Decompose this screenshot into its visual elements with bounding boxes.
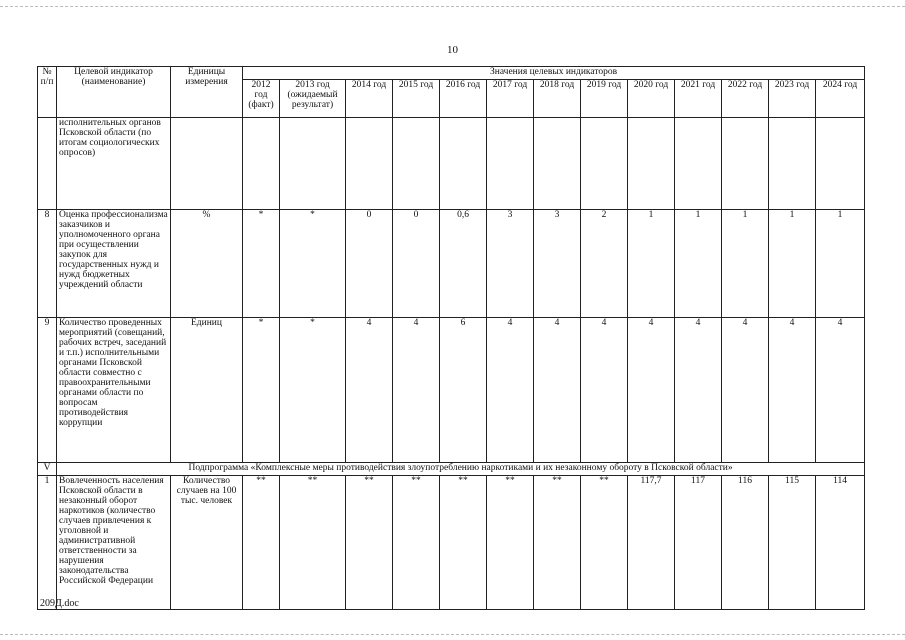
row-value	[581, 117, 628, 209]
row-value: 0,6	[440, 209, 487, 317]
row-value: 6	[440, 317, 487, 462]
row-value: 4	[581, 317, 628, 462]
row-value: **	[243, 475, 280, 609]
row-value: **	[534, 475, 581, 609]
row-value: 4	[675, 317, 722, 462]
row-value: **	[581, 475, 628, 609]
row-value: *	[280, 209, 346, 317]
table-row-section	[38, 462, 865, 475]
page-number: 10	[447, 44, 458, 56]
bottom-edge-line	[0, 634, 905, 635]
row-value: 3	[534, 209, 581, 317]
row-value: **	[393, 475, 440, 609]
row-num: 8	[38, 209, 57, 317]
row-value: 4	[628, 317, 675, 462]
row-num: 9	[38, 317, 57, 462]
header-year: 2020 год	[628, 79, 675, 117]
row-value: 115	[769, 475, 816, 609]
row-value	[534, 117, 581, 209]
row-value: 117,7	[628, 475, 675, 609]
row-value: 3	[487, 209, 534, 317]
row-value	[722, 117, 769, 209]
footer-filename: 209Д.doc	[40, 598, 79, 609]
header-year: 2016 год	[440, 79, 487, 117]
header-year: 2014 год	[346, 79, 393, 117]
row-value: 4	[769, 317, 816, 462]
row-value: 2	[581, 209, 628, 317]
header-num: № п/п	[38, 67, 57, 118]
top-edge-line	[0, 6, 905, 7]
row-value: **	[440, 475, 487, 609]
section-num: V	[38, 462, 57, 475]
header-year: 2023 год	[769, 79, 816, 117]
row-value: 1	[769, 209, 816, 317]
row-unit	[171, 117, 243, 209]
table-row-continuation	[38, 117, 865, 209]
row-value: 1	[628, 209, 675, 317]
row-num: 1	[38, 475, 57, 609]
row-value	[440, 117, 487, 209]
row-value: 4	[816, 317, 865, 462]
row-value: 116	[722, 475, 769, 609]
indicators-table	[37, 66, 865, 610]
row-value: 4	[722, 317, 769, 462]
row-value: *	[243, 209, 280, 317]
header-year: 2019 год	[581, 79, 628, 117]
header-year: 2012 год (факт)	[243, 79, 280, 117]
row-value: **	[487, 475, 534, 609]
section-title: Подпрограмма «Комплексные меры противодействия злоупотреблению наркотиками и их незаконному обороту в Псковской области»	[57, 462, 865, 475]
row-value	[487, 117, 534, 209]
row-value: 4	[346, 317, 393, 462]
header-year: 2013 год (ожидаемый результат)	[280, 79, 346, 117]
row-indicator: исполнительных органов Псковской области (по итогам социологических опросов)	[57, 117, 171, 209]
header-year: 2024 год	[816, 79, 865, 117]
row-value: 0	[346, 209, 393, 317]
row-value	[280, 117, 346, 209]
row-value: *	[280, 317, 346, 462]
row-value	[675, 117, 722, 209]
row-unit: Единиц	[171, 317, 243, 462]
row-indicator: Вовлеченность населения Псковской области в незаконный оборот наркотиков (количество случаев привлечения к уголовной и административной ответственности за нарушения законодательства Российской Федерации	[57, 475, 171, 609]
table-row-9	[38, 317, 865, 462]
row-num	[38, 117, 57, 209]
row-value	[816, 117, 865, 209]
row-value: **	[346, 475, 393, 609]
header-year: 2017 год	[487, 79, 534, 117]
header-year: 2015 год	[393, 79, 440, 117]
header-unit: Единицы измерения	[171, 67, 243, 118]
row-unit: %	[171, 209, 243, 317]
row-value: **	[280, 475, 346, 609]
row-value: *	[243, 317, 280, 462]
row-value	[243, 117, 280, 209]
header-indicator: Целевой индикатор (наименование)	[57, 67, 171, 118]
row-value	[393, 117, 440, 209]
row-value: 4	[393, 317, 440, 462]
table-row-8	[38, 209, 865, 317]
row-value: 1	[675, 209, 722, 317]
row-value: 4	[487, 317, 534, 462]
row-value: 0	[393, 209, 440, 317]
header-values: Значения целевых индикаторов	[243, 67, 865, 80]
row-indicator: Оценка профессионализма заказчиков и уполномоченного органа при осуществлении закупок для государственных нужд и нужд бюджетных учреждений области	[57, 209, 171, 317]
header-year: 2021 год	[675, 79, 722, 117]
row-value	[628, 117, 675, 209]
row-value: 4	[534, 317, 581, 462]
row-value: 1	[722, 209, 769, 317]
row-value	[769, 117, 816, 209]
table-header-row	[38, 67, 865, 80]
header-year: 2018 год	[534, 79, 581, 117]
row-unit: Количество случаев на 100 тыс. человек	[171, 475, 243, 609]
header-year: 2022 год	[722, 79, 769, 117]
row-indicator: Количество проведенных мероприятий (совещаний, рабочих встреч, заседаний и т.п.) исполнительными органами Псковской области совместно с правоохранительными органами области по вопросам противодействия коррупции	[57, 317, 171, 462]
row-value: 117	[675, 475, 722, 609]
row-value: 114	[816, 475, 865, 609]
row-value	[346, 117, 393, 209]
row-value: 1	[816, 209, 865, 317]
table-row-1	[38, 475, 865, 609]
